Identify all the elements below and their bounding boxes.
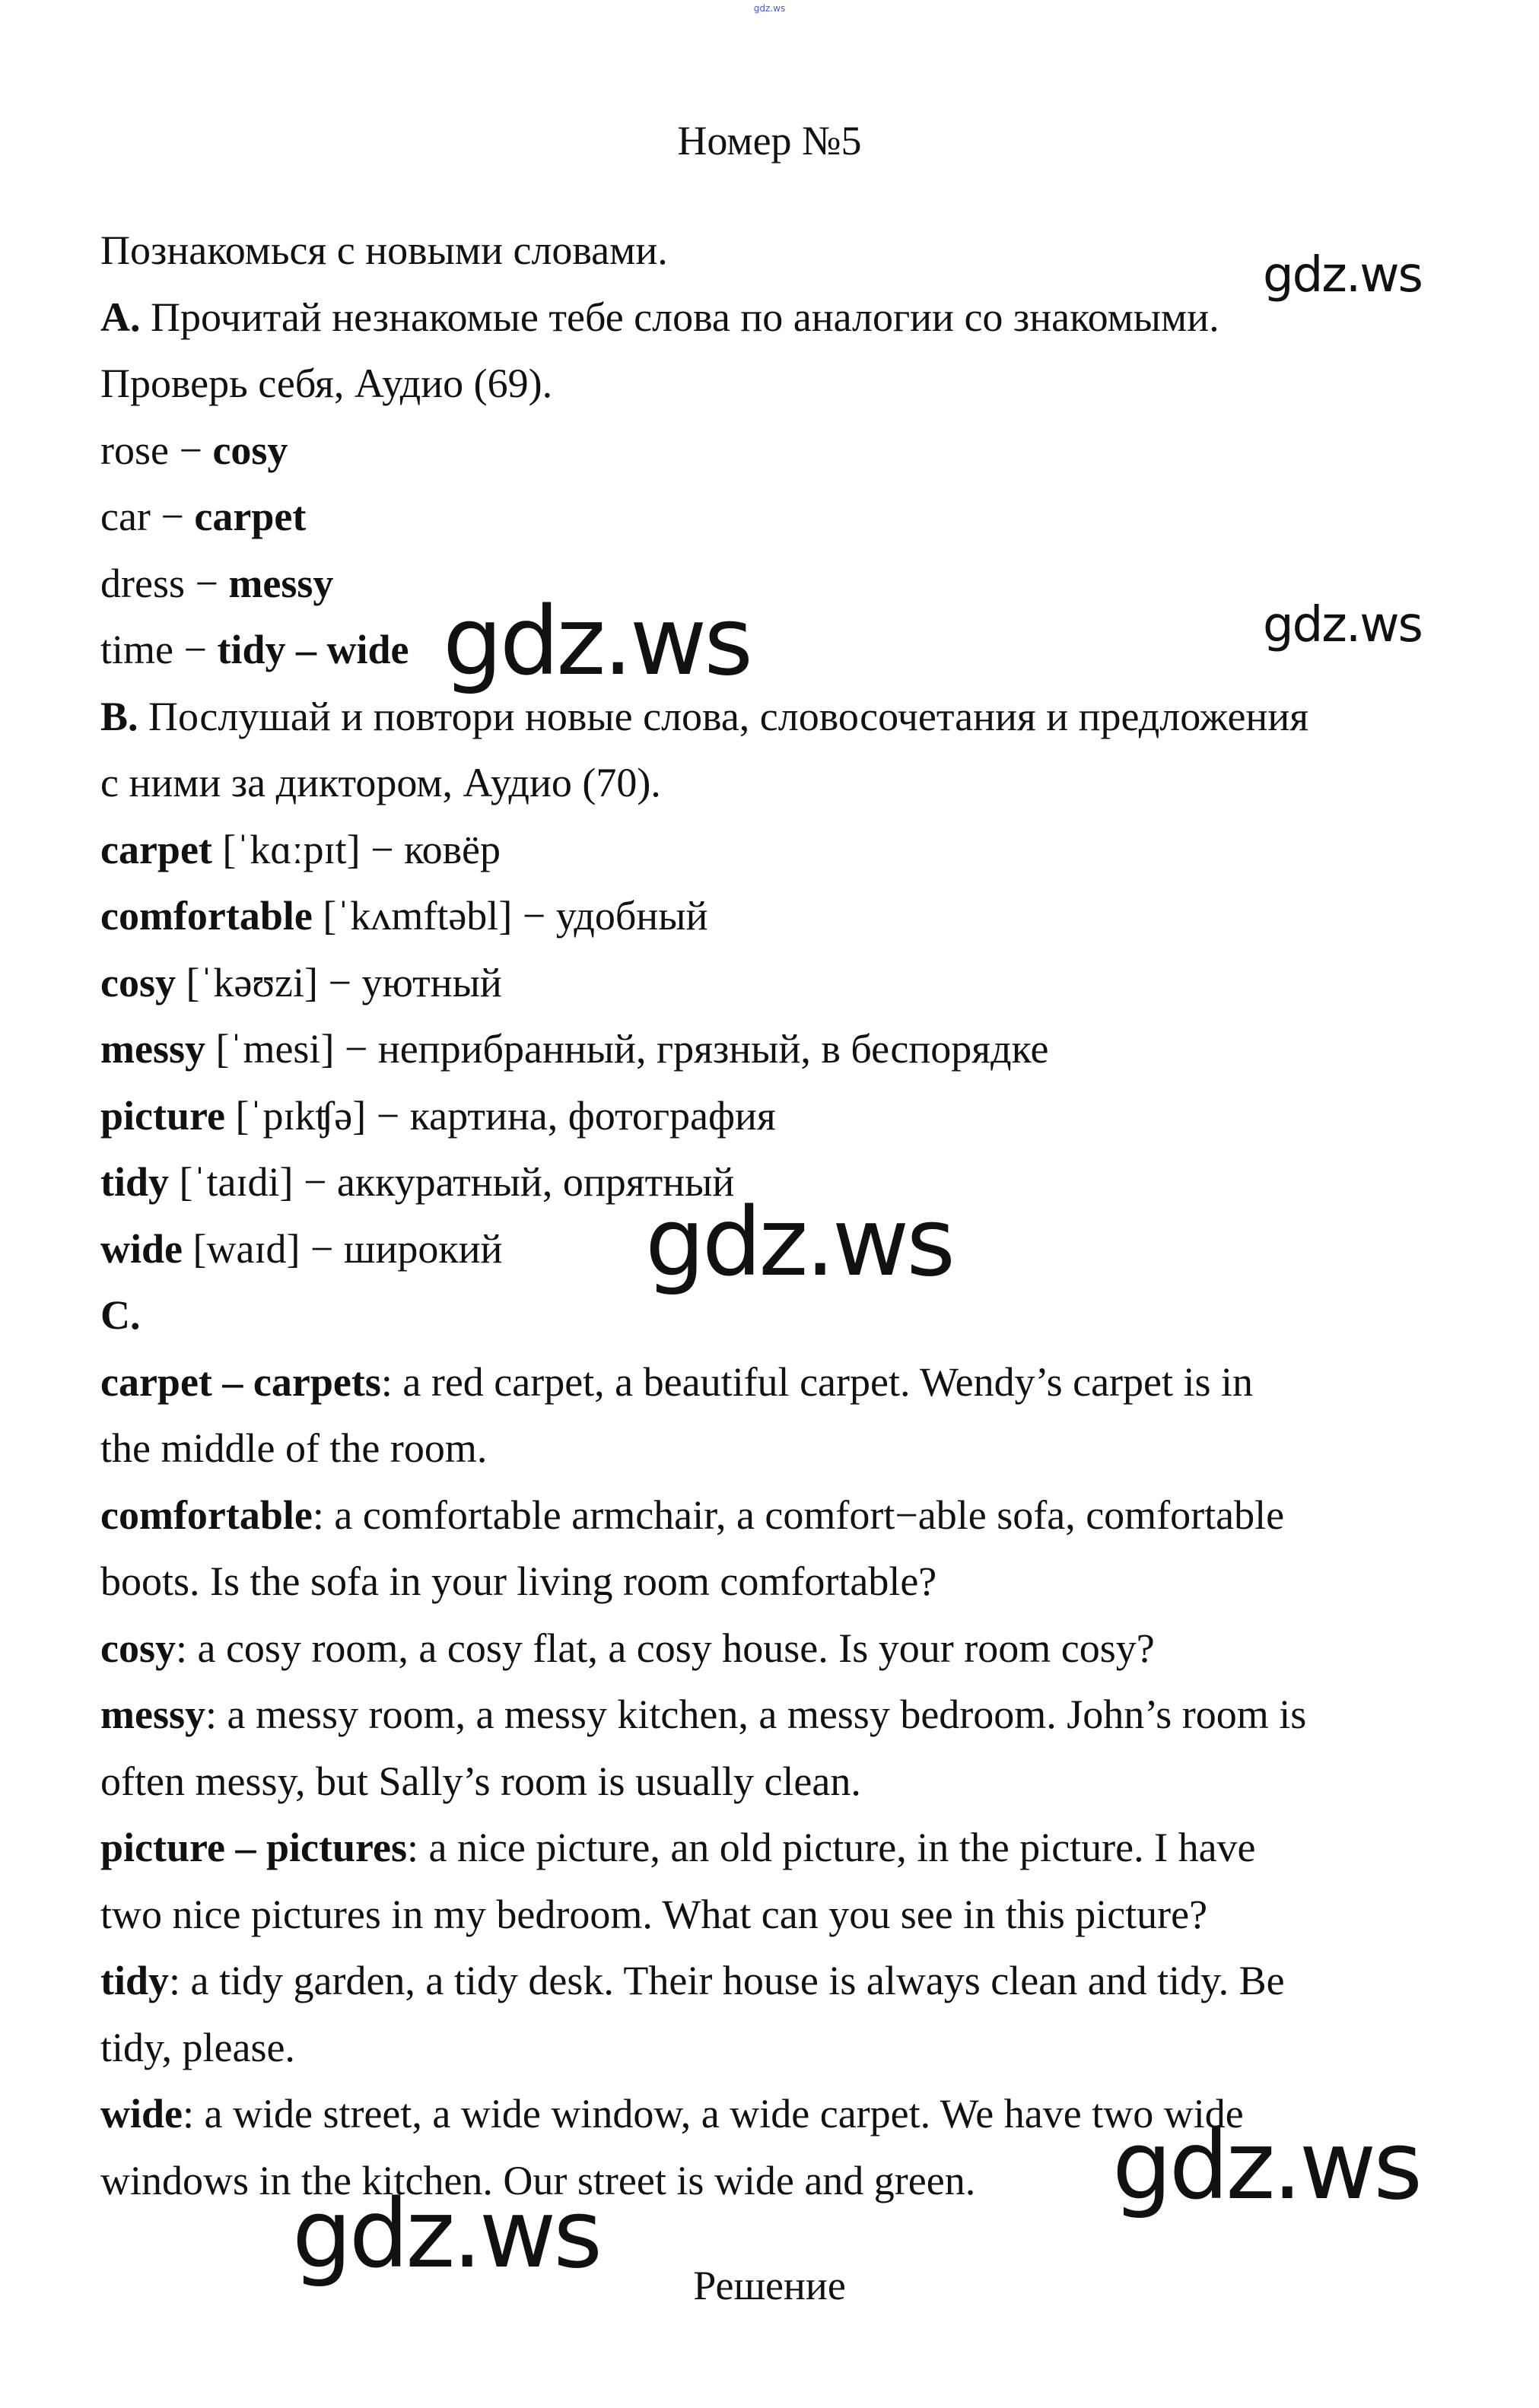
section-a-text-1: Прочитай незнакомые тебе слова по аналогии со знакомыми. [140,294,1219,340]
pair-sep: − [184,560,229,606]
pair-sep: − [168,427,213,473]
example-word: carpet – carpets [100,1358,381,1405]
vocab-definition: [ˈkəʊzi] − уютный [175,959,502,1005]
vocab-word: picture [100,1092,225,1139]
watermark: gdz.ws [292,2180,599,2289]
watermark: gdz.ws [1112,2111,1420,2221]
vocab-definition: [waɪd] − широкий [183,1225,503,1272]
pair-new: carpet [194,494,307,539]
example-text: : a nice picture, an old picture, in the picture. I have [406,1825,1256,1870]
example-line [100,1349,1455,1416]
example-line [100,1415,1455,1482]
example-word: wide [100,2091,183,2136]
section-b-label: B. [100,693,138,739]
section-b-text-1: Послушай и повтори новые слова, словосочетания и предложения [138,693,1309,739]
vocab-definition: [ˈtaɪdi] − аккуратный, опрятный [169,1159,735,1205]
example-word: tidy [100,1958,170,2003]
example-text: windows in the kitchen. Our street is wide and green. [100,2157,976,2203]
example-word: picture – pictures [100,1825,407,1870]
example-word: comfortable [100,1491,313,1538]
example-text: : a cosy room, a cosy flat, a cosy house. Is your room cosy? [175,1625,1155,1671]
example-line [100,1882,1455,1949]
section-b-line-2: с ними за диктором, Аудио (70). [100,760,661,805]
example-text: tidy, please. [100,2024,295,2070]
pair-sep: − [150,494,195,539]
pair-known: dress [100,560,185,606]
vocab-definition: [ˈpɪkʧə] − картина, фотография [224,1092,776,1139]
pair-line [100,418,1455,484]
example-text: : a messy room, a messy kitchen, a messy bedroom. John’s room is [205,1692,1307,1737]
example-text: often messy, but Sally’s room is usually clean. [100,1758,861,1804]
vocab-word: cosy [100,959,176,1005]
watermark: gdz.ws [1263,247,1422,303]
watermark: gdz.ws [1263,597,1422,653]
solution-heading: Решение [693,2263,846,2308]
example-line [100,1815,1455,1882]
pair-new: cosy [212,427,288,473]
vocab-word: comfortable [100,893,313,939]
vocab-word: tidy [100,1159,170,1205]
example-text: : a wide street, a wide window, a wide carpet. We have two wide [183,2091,1244,2136]
vocab-line [100,1083,1455,1150]
watermark: gdz.ws [443,587,750,697]
section-c-label: C. [100,1292,141,1338]
vocab-line [100,1016,1455,1083]
example-text: : a comfortable armchair, a comfort−able sofa, comfortable [312,1491,1285,1538]
vocab-line [100,817,1455,884]
page-title: Номер №5 [677,118,862,164]
pair-line [100,484,1455,551]
example-line [100,1749,1455,1816]
example-line [100,1482,1455,1549]
section-a-line-1 [100,284,1455,351]
pair-new: messy [228,560,334,606]
vocab-line [100,883,1455,950]
example-line [100,1549,1455,1615]
vocab-word: carpet [100,826,212,872]
example-text: boots. Is the sofa in your living room comfortable? [100,1558,937,1604]
watermark: gdz.ws [645,1188,952,1298]
example-text: : a tidy garden, a tidy desk. Their house is always clean and tidy. Be [169,1958,1285,2003]
example-word: cosy [100,1625,176,1671]
example-line [100,1615,1455,1682]
example-text: two nice pictures in my bedroom. What can you see in this picture? [100,1891,1208,1937]
top-watermark: gdz.ws [753,3,786,14]
example-line [100,1682,1455,1749]
pair-line [100,617,1455,684]
example-word: messy [100,1692,205,1737]
pair-new: tidy – wide [217,627,409,672]
example-text: the middle of the room. [100,1425,488,1471]
pair-line [100,551,1455,618]
pair-known: time [100,627,173,672]
pair-sep: − [173,627,218,672]
example-line [100,1948,1455,2015]
vocab-word: wide [100,1225,183,1272]
vocab-definition: [ˈmesi] − неприбранный, грязный, в беспорядке [205,1026,1049,1072]
vocab-line [100,950,1455,1017]
section-b-line-1 [100,684,1455,751]
example-line [100,2015,1455,2082]
vocab-word: messy [100,1026,205,1072]
example-text: : a red carpet, a beautiful carpet. Wendy’s carpet is in [380,1358,1254,1405]
section-a-line-2: Проверь себя, Аудио (69). [100,361,553,406]
pair-known: rose [100,427,169,473]
pair-known: car [100,494,151,539]
vocab-definition: [ˈkɑːpɪt] − ковёр [211,826,501,872]
intro-line: Познакомься с новыми словами. [100,227,668,273]
section-a-label: A. [100,294,141,340]
vocab-definition: [ˈkʌmftəbl] − удобный [312,893,708,939]
